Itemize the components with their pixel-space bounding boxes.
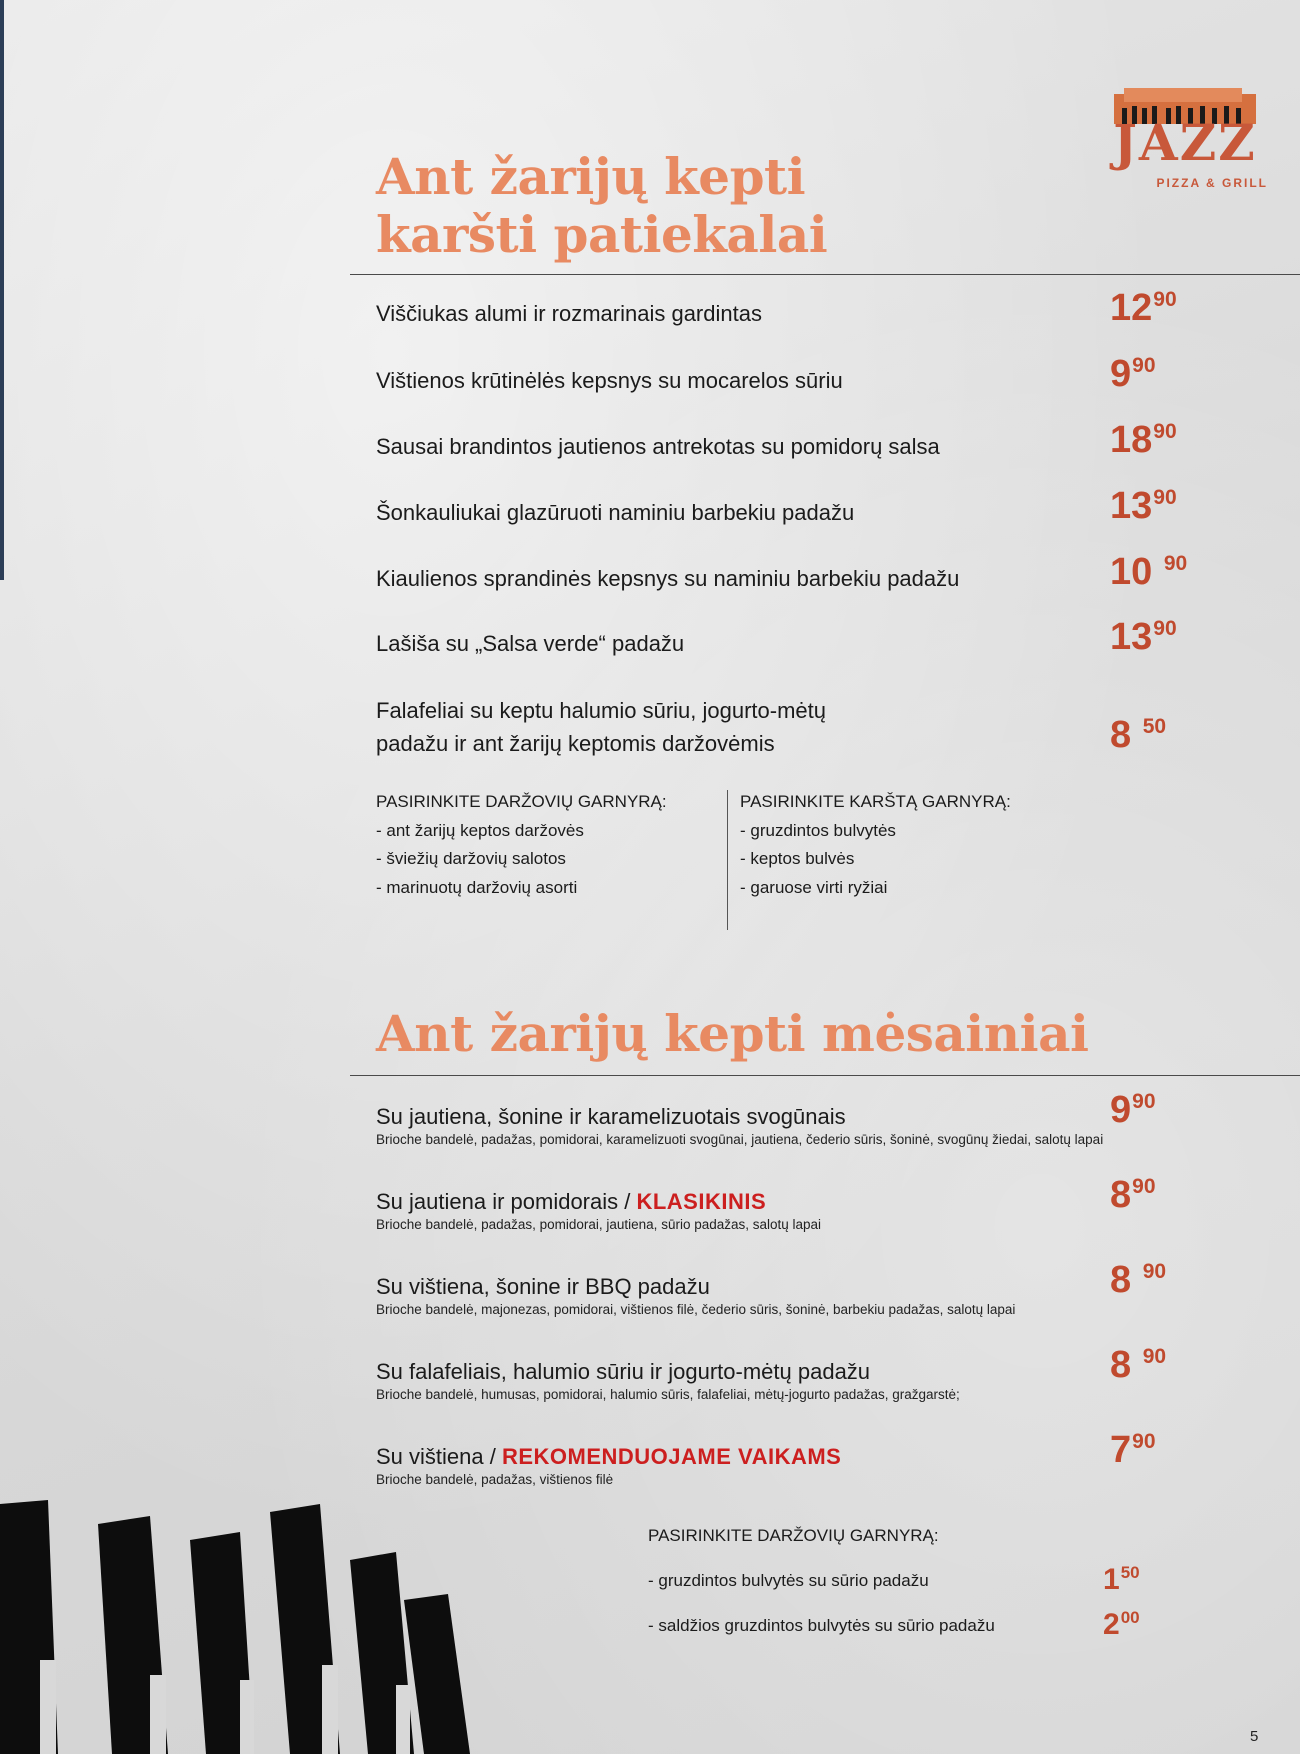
item-name: Su jautiena, šonine ir karamelizuotais svogūnais bbox=[376, 1104, 846, 1129]
item-description: Brioche bandelė, padažas, pomidorai, karamelizuoti svogūnai, jautiena, čederio sūris, šoninė, svogūnų žiedai, salotų lapai bbox=[376, 1132, 1104, 1147]
menu-item bbox=[376, 430, 1076, 463]
options-divider bbox=[727, 790, 728, 930]
hot-garnish-options bbox=[740, 788, 1011, 902]
garnish-option: - šviežių daržovių salotos bbox=[376, 849, 566, 868]
menu-item bbox=[376, 1355, 1076, 1404]
veg-garnish-title: PASIRINKITE DARŽOVIŲ GARNYRĄ: bbox=[376, 792, 667, 811]
page-number: 5 bbox=[1250, 1728, 1259, 1745]
item-name: Su vištiena / bbox=[376, 1444, 502, 1469]
menu-item bbox=[376, 1270, 1076, 1319]
menu-item bbox=[376, 297, 1076, 330]
item-price: $9^{90}$ bbox=[1110, 1089, 1156, 1131]
extra-price: $2^{00}$ bbox=[1103, 1608, 1140, 1641]
item-name: Lašiša su „Salsa verde“ padažu bbox=[376, 631, 685, 656]
title-line-2: karšti patiekalai bbox=[376, 205, 828, 264]
menu-item bbox=[376, 1185, 1076, 1234]
item-name: Šonkauliukai glazūruoti naminiu barbekiu padažu bbox=[376, 500, 855, 525]
menu-item bbox=[376, 562, 1076, 595]
menu-item bbox=[376, 1100, 1104, 1149]
edge-strip bbox=[0, 0, 4, 580]
logo-word: JAZZ bbox=[1113, 113, 1257, 172]
item-description: Brioche bandelė, padažas, pomidorai, jautiena, sūrio padažas, salotų lapai bbox=[376, 1217, 822, 1232]
item-name-line-1: Falafeliai su keptu halumio sūriu, jogurto-mėtų bbox=[376, 698, 827, 723]
item-price: $7^{90}$ bbox=[1110, 1429, 1156, 1471]
item-description: Brioche bandelė, majonezas, pomidorai, vištienos filė, čederio sūris, šoninė, barbekiu padažas, salotų lapai bbox=[376, 1302, 1016, 1317]
garnish-option: - keptos bulvės bbox=[740, 849, 855, 868]
item-price: $8^{90}$ bbox=[1110, 1174, 1156, 1216]
item-name: Su vištiena, šonine ir BBQ padažu bbox=[376, 1274, 710, 1299]
hot-garnish-title: PASIRINKITE KARŠTĄ GARNYRĄ: bbox=[740, 792, 1011, 811]
menu-item bbox=[376, 496, 1076, 529]
item-name: Kiaulienos sprandinės kepsnys su naminiu barbekiu padažu bbox=[376, 566, 960, 591]
item-name-line-2: padažu ir ant žarijų keptomis daržovėmis bbox=[376, 731, 775, 756]
garnish-option: - ant žarijų keptos daržovės bbox=[376, 820, 584, 840]
extra-price: $1^{50}$ bbox=[1103, 1563, 1140, 1596]
item-name: Su falafeliais, halumio sūriu ir jogurto-mėtų padažu bbox=[376, 1359, 871, 1384]
section-title-hot-dishes bbox=[376, 148, 827, 264]
menu-item bbox=[376, 694, 1076, 760]
section-divider bbox=[350, 1075, 1300, 1076]
item-price: $12^{90}$ bbox=[1110, 287, 1177, 329]
item-price: 8 $^{90}$ bbox=[1110, 1344, 1167, 1386]
menu-item bbox=[376, 364, 1076, 397]
piano-keys-decoration-icon bbox=[0, 1490, 480, 1754]
item-name: Su jautiena ir pomidorais / bbox=[376, 1189, 637, 1214]
item-name: Vištienos krūtinėlės kepsnys su mocarelos sūriu bbox=[376, 368, 843, 393]
item-price: 8 $^{50}$ bbox=[1110, 714, 1167, 756]
section-title-burgers: Ant žarijų kepti mėsainiai bbox=[376, 1004, 1089, 1063]
item-description: Brioche bandelė, humusas, pomidorai, halumio sūris, falafeliai, mėtų-jogurto padažas, gražgarstė; bbox=[376, 1387, 960, 1402]
garnish-option: - garuose virti ryžiai bbox=[740, 877, 888, 897]
title-line-1: Ant žarijų kepti bbox=[376, 147, 806, 206]
item-tag: KLASIKINIS bbox=[636, 1189, 767, 1214]
menu-item bbox=[376, 627, 1076, 660]
extras-title: PASIRINKITE DARŽOVIŲ GARNYRĄ: bbox=[648, 1526, 939, 1545]
item-name: Sausai brandintos jautienos antrekotas su pomidorų salsa bbox=[376, 434, 940, 459]
item-price: 8 $^{90}$ bbox=[1110, 1259, 1167, 1301]
garnish-option: - gruzdintos bulvytės bbox=[740, 820, 896, 840]
item-price: $13^{90}$ bbox=[1110, 616, 1177, 658]
section-divider bbox=[350, 274, 1300, 275]
veg-garnish-options bbox=[376, 788, 667, 902]
extra-option: - gruzdintos bulvytės su sūrio padažu bbox=[648, 1571, 929, 1590]
item-price: 10 $^{90}$ bbox=[1110, 551, 1188, 593]
item-price: $9^{90}$ bbox=[1110, 353, 1156, 395]
logo-subtitle: PIZZA & GRILL bbox=[1156, 176, 1268, 190]
extra-option: - saldžios gruzdintos bulvytės su sūrio padažu bbox=[648, 1616, 995, 1635]
menu-item bbox=[376, 1440, 1076, 1489]
jazz-logo bbox=[1102, 84, 1268, 194]
item-tag: REKOMENDUOJAME VAIKAMS bbox=[501, 1444, 842, 1469]
item-price: $18^{90}$ bbox=[1110, 419, 1177, 461]
item-description: Brioche bandelė, padažas, vištienos filė bbox=[376, 1472, 614, 1487]
item-name: Viščiukas alumi ir rozmarinais gardintas bbox=[376, 301, 762, 326]
garnish-option: - marinuotų daržovių asorti bbox=[376, 877, 578, 897]
item-price: $13^{90}$ bbox=[1110, 485, 1177, 527]
